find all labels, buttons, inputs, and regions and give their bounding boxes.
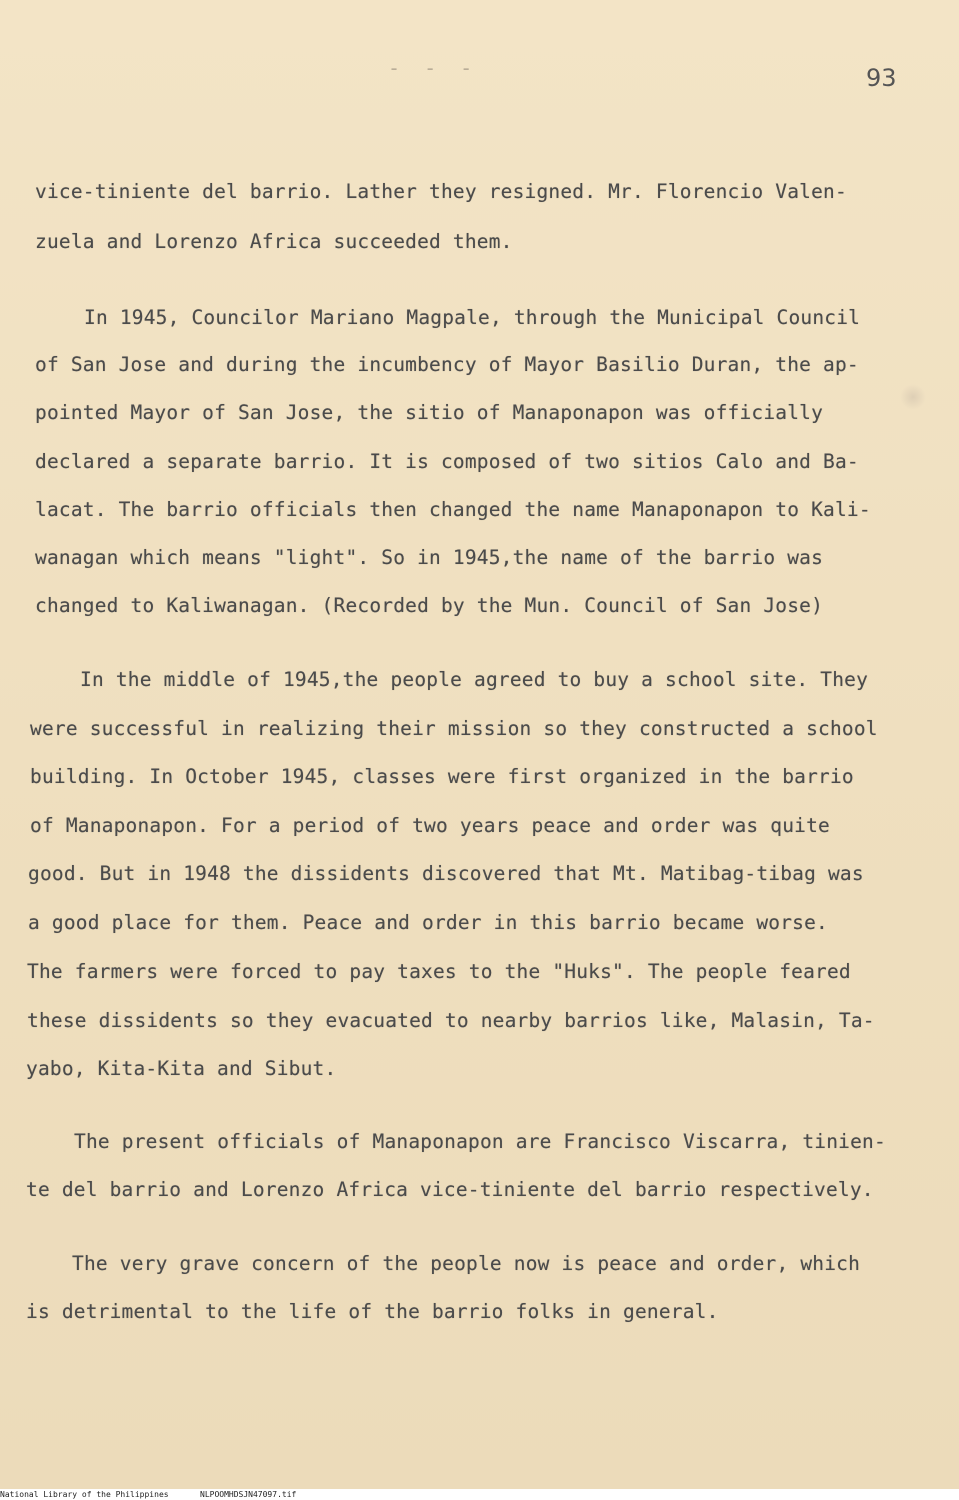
text-line: The very grave concern of the people now is peace and order, which [72,1252,861,1275]
text-line: pointed Mayor of San Jose, the sitio of Manaponapon was officially [35,401,824,424]
text-line: te del barrio and Lorenzo Africa vice-tiniente del barrio respectively. [26,1178,874,1201]
paper-stain [900,384,926,410]
text-line: is detrimental to the life of the barrio folks in general. [26,1300,719,1323]
text-line: changed to Kaliwanagan. (Recorded by the Mun. Council of San Jose) [35,594,824,617]
scan-footer [0,1489,959,1500]
footer-library: National Library of the Philippines [0,1490,169,1499]
text-line: In 1945, Councilor Mariano Magpale, through the Municipal Council [84,306,861,329]
text-line: In the middle of 1945,the people agreed to buy a school site. They [80,668,869,691]
text-line: were successful in realizing their mission so they constructed a school [30,717,878,740]
footer-file: NLPOOMHDSJN47097.tif [200,1490,297,1499]
text-line: zuela and Lorenzo Africa succeeded them. [35,230,513,253]
text-line: yabo, Kita-Kita and Sibut. [26,1057,337,1080]
text-line: these dissidents so they evacuated to nearby barrios like, Malasin, Ta- [27,1009,875,1032]
top-mark: - - - [388,56,479,80]
page-number: 93 [866,64,897,92]
text-line: vice-tiniente del barrio. Lather they resigned. Mr. Florencio Valen- [35,180,847,203]
text-line: wanagan which means "light". So in 1945,the name of the barrio was [35,546,824,569]
text-line: building. In October 1945, classes were first organized in the barrio [30,765,854,788]
text-line: good. But in 1948 the dissidents discovered that Mt. Matibag-tibag was [28,862,864,885]
text-line: of Manaponapon. For a period of two years peace and order was quite [30,814,830,837]
text-line: of San Jose and during the incumbency of Mayor Basilio Duran, the ap- [35,353,859,376]
text-line: declared a separate barrio. It is composed of two sitios Calo and Ba- [35,450,859,473]
text-line: a good place for them. Peace and order in this barrio became worse. [28,911,828,934]
text-line: The farmers were forced to pay taxes to the "Huks". The people feared [27,960,851,983]
text-line: lacat. The barrio officials then changed the name Manaponapon to Kali- [35,498,871,521]
text-line: The present officials of Manaponapon are Francisco Viscarra, tinien- [74,1130,886,1153]
